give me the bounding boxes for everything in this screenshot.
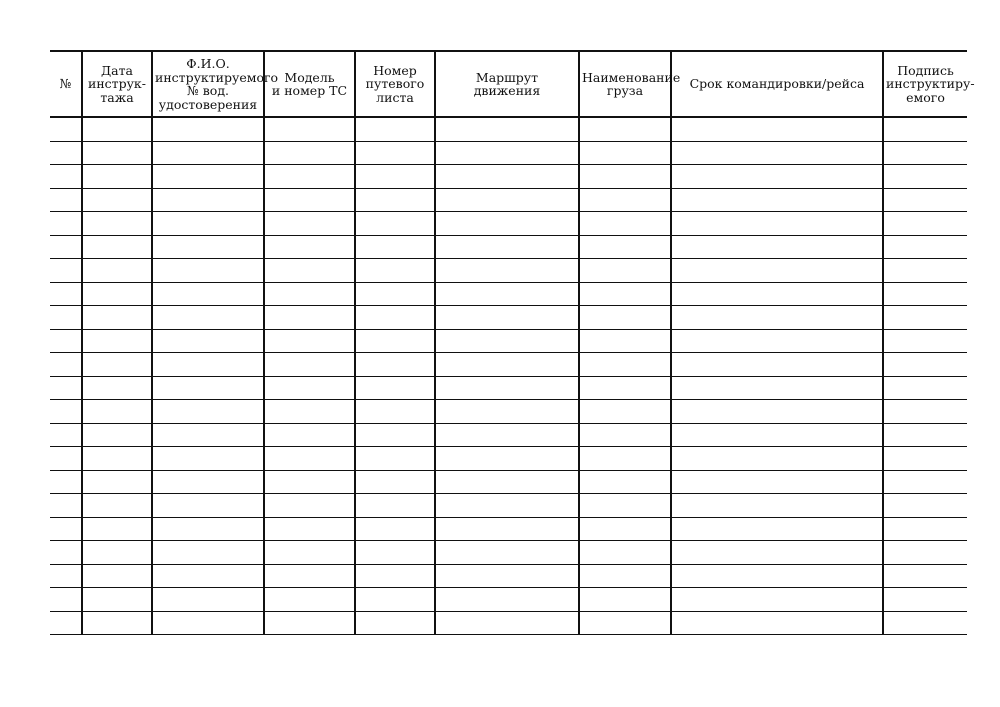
cell-vehicle[interactable]	[264, 235, 355, 259]
cell-signature[interactable]	[883, 611, 967, 635]
cell-name[interactable]	[152, 235, 264, 259]
cell-vehicle[interactable]	[264, 165, 355, 189]
cell-cargo[interactable]	[579, 423, 671, 447]
cell-waybill[interactable]	[355, 517, 435, 541]
column-header-date: Дата инструк- тажа	[82, 51, 152, 117]
cell-number[interactable]	[50, 517, 82, 541]
cell-name[interactable]	[152, 611, 264, 635]
cell-name[interactable]	[152, 376, 264, 400]
cell-name[interactable]	[152, 470, 264, 494]
cell-vehicle[interactable]	[264, 470, 355, 494]
cell-vehicle[interactable]	[264, 564, 355, 588]
cell-term[interactable]	[671, 588, 883, 612]
cell-route[interactable]	[435, 470, 579, 494]
cell-waybill[interactable]	[355, 259, 435, 283]
table-row	[50, 117, 967, 141]
table-row	[50, 235, 967, 259]
cell-date[interactable]	[82, 117, 152, 141]
cell-route[interactable]	[435, 329, 579, 353]
table-row	[50, 494, 967, 518]
cell-term[interactable]	[671, 470, 883, 494]
cell-signature[interactable]	[883, 470, 967, 494]
cell-cargo[interactable]	[579, 141, 671, 165]
cell-signature[interactable]	[883, 541, 967, 565]
table-row	[50, 141, 967, 165]
cell-waybill[interactable]	[355, 188, 435, 212]
cell-number[interactable]	[50, 212, 82, 236]
cell-cargo[interactable]	[579, 329, 671, 353]
cell-waybill[interactable]	[355, 447, 435, 471]
table-row	[50, 165, 967, 189]
table-row	[50, 447, 967, 471]
table-row	[50, 423, 967, 447]
column-header-cargo: Наименование груза	[579, 51, 671, 117]
cell-date[interactable]	[82, 494, 152, 518]
cell-date[interactable]	[82, 188, 152, 212]
cell-name[interactable]	[152, 282, 264, 306]
cell-route[interactable]	[435, 611, 579, 635]
cell-route[interactable]	[435, 282, 579, 306]
cell-name[interactable]	[152, 447, 264, 471]
cell-date[interactable]	[82, 588, 152, 612]
cell-number[interactable]	[50, 423, 82, 447]
cell-term[interactable]	[671, 517, 883, 541]
cell-number[interactable]	[50, 117, 82, 141]
cell-vehicle[interactable]	[264, 306, 355, 330]
cell-date[interactable]	[82, 306, 152, 330]
column-header-route: Маршрут движения	[435, 51, 579, 117]
cell-cargo[interactable]	[579, 541, 671, 565]
cell-term[interactable]	[671, 212, 883, 236]
cell-number[interactable]	[50, 306, 82, 330]
cell-term[interactable]	[671, 423, 883, 447]
cell-signature[interactable]	[883, 188, 967, 212]
cell-vehicle[interactable]	[264, 117, 355, 141]
table-row	[50, 588, 967, 612]
cell-name[interactable]	[152, 494, 264, 518]
cell-route[interactable]	[435, 141, 579, 165]
cell-term[interactable]	[671, 400, 883, 424]
cell-name[interactable]	[152, 306, 264, 330]
cell-signature[interactable]	[883, 494, 967, 518]
cell-date[interactable]	[82, 517, 152, 541]
cell-route[interactable]	[435, 259, 579, 283]
cell-waybill[interactable]	[355, 235, 435, 259]
cell-date[interactable]	[82, 165, 152, 189]
table-row	[50, 376, 967, 400]
table-row	[50, 306, 967, 330]
cell-number[interactable]	[50, 447, 82, 471]
cell-route[interactable]	[435, 447, 579, 471]
cell-number[interactable]	[50, 329, 82, 353]
cell-vehicle[interactable]	[264, 376, 355, 400]
cell-number[interactable]	[50, 564, 82, 588]
cell-name[interactable]	[152, 541, 264, 565]
cell-waybill[interactable]	[355, 564, 435, 588]
cell-number[interactable]	[50, 400, 82, 424]
cell-cargo[interactable]	[579, 235, 671, 259]
cell-cargo[interactable]	[579, 611, 671, 635]
cell-waybill[interactable]	[355, 212, 435, 236]
cell-date[interactable]	[82, 376, 152, 400]
cell-cargo[interactable]	[579, 259, 671, 283]
cell-number[interactable]	[50, 141, 82, 165]
cell-number[interactable]	[50, 165, 82, 189]
table-row	[50, 517, 967, 541]
cell-route[interactable]	[435, 564, 579, 588]
table-row	[50, 212, 967, 236]
cell-waybill[interactable]	[355, 588, 435, 612]
cell-route[interactable]	[435, 117, 579, 141]
cell-route[interactable]	[435, 494, 579, 518]
cell-term[interactable]	[671, 235, 883, 259]
cell-term[interactable]	[671, 376, 883, 400]
cell-signature[interactable]	[883, 400, 967, 424]
table-header-row	[50, 51, 967, 117]
cell-waybill[interactable]	[355, 165, 435, 189]
cell-name[interactable]	[152, 353, 264, 377]
cell-route[interactable]	[435, 376, 579, 400]
cell-cargo[interactable]	[579, 447, 671, 471]
cell-waybill[interactable]	[355, 329, 435, 353]
cell-date[interactable]	[82, 470, 152, 494]
cell-term[interactable]	[671, 259, 883, 283]
cell-date[interactable]	[82, 329, 152, 353]
cell-term[interactable]	[671, 282, 883, 306]
cell-signature[interactable]	[883, 282, 967, 306]
cell-cargo[interactable]	[579, 117, 671, 141]
cell-signature[interactable]	[883, 117, 967, 141]
cell-cargo[interactable]	[579, 188, 671, 212]
table-row	[50, 353, 967, 377]
cell-number[interactable]	[50, 611, 82, 635]
cell-cargo[interactable]	[579, 588, 671, 612]
cell-name[interactable]	[152, 259, 264, 283]
cell-signature[interactable]	[883, 376, 967, 400]
cell-signature[interactable]	[883, 423, 967, 447]
cell-name[interactable]	[152, 165, 264, 189]
cell-signature[interactable]	[883, 306, 967, 330]
cell-route[interactable]	[435, 165, 579, 189]
cell-signature[interactable]	[883, 517, 967, 541]
cell-signature[interactable]	[883, 564, 967, 588]
cell-number[interactable]	[50, 494, 82, 518]
cell-signature[interactable]	[883, 165, 967, 189]
cell-name[interactable]	[152, 141, 264, 165]
cell-term[interactable]	[671, 141, 883, 165]
cell-route[interactable]	[435, 353, 579, 377]
cell-waybill[interactable]	[355, 494, 435, 518]
cell-signature[interactable]	[883, 212, 967, 236]
cell-cargo[interactable]	[579, 470, 671, 494]
cell-date[interactable]	[82, 353, 152, 377]
cell-name[interactable]	[152, 188, 264, 212]
cell-term[interactable]	[671, 165, 883, 189]
table-row	[50, 611, 967, 635]
cell-vehicle[interactable]	[264, 282, 355, 306]
cell-term[interactable]	[671, 564, 883, 588]
cell-waybill[interactable]	[355, 353, 435, 377]
cell-vehicle[interactable]	[264, 400, 355, 424]
cell-vehicle[interactable]	[264, 141, 355, 165]
cell-route[interactable]	[435, 517, 579, 541]
cell-cargo[interactable]	[579, 517, 671, 541]
cell-date[interactable]	[82, 212, 152, 236]
cell-route[interactable]	[435, 306, 579, 330]
cell-waybill[interactable]	[355, 470, 435, 494]
cell-name[interactable]	[152, 329, 264, 353]
cell-date[interactable]	[82, 611, 152, 635]
cell-cargo[interactable]	[579, 564, 671, 588]
column-header-number: №	[50, 51, 82, 117]
cell-name[interactable]	[152, 212, 264, 236]
cell-name[interactable]	[152, 588, 264, 612]
table-body	[50, 117, 967, 635]
cell-date[interactable]	[82, 141, 152, 165]
cell-route[interactable]	[435, 235, 579, 259]
cell-signature[interactable]	[883, 235, 967, 259]
cell-date[interactable]	[82, 447, 152, 471]
cell-cargo[interactable]	[579, 353, 671, 377]
cell-name[interactable]	[152, 564, 264, 588]
cell-term[interactable]	[671, 494, 883, 518]
cell-vehicle[interactable]	[264, 611, 355, 635]
cell-date[interactable]	[82, 235, 152, 259]
cell-vehicle[interactable]	[264, 447, 355, 471]
cell-vehicle[interactable]	[264, 423, 355, 447]
cell-date[interactable]	[82, 282, 152, 306]
cell-number[interactable]	[50, 470, 82, 494]
cell-route[interactable]	[435, 588, 579, 612]
cell-cargo[interactable]	[579, 212, 671, 236]
cell-waybill[interactable]	[355, 423, 435, 447]
cell-cargo[interactable]	[579, 165, 671, 189]
cell-number[interactable]	[50, 235, 82, 259]
cell-date[interactable]	[82, 400, 152, 424]
cell-vehicle[interactable]	[264, 329, 355, 353]
cell-cargo[interactable]	[579, 306, 671, 330]
cell-number[interactable]	[50, 282, 82, 306]
cell-number[interactable]	[50, 188, 82, 212]
table-row	[50, 564, 967, 588]
cell-vehicle[interactable]	[264, 188, 355, 212]
cell-route[interactable]	[435, 188, 579, 212]
cell-term[interactable]	[671, 447, 883, 471]
cell-signature[interactable]	[883, 259, 967, 283]
cell-date[interactable]	[82, 541, 152, 565]
column-header-waybill: Номер путевого листа	[355, 51, 435, 117]
cell-waybill[interactable]	[355, 400, 435, 424]
cell-route[interactable]	[435, 423, 579, 447]
table-row	[50, 259, 967, 283]
column-header-signature: Подпись инструктиру- емого	[883, 51, 967, 117]
cell-number[interactable]	[50, 588, 82, 612]
cell-route[interactable]	[435, 212, 579, 236]
cell-waybill[interactable]	[355, 541, 435, 565]
cell-waybill[interactable]	[355, 141, 435, 165]
cell-name[interactable]	[152, 423, 264, 447]
table-row	[50, 282, 967, 306]
cell-vehicle[interactable]	[264, 517, 355, 541]
cell-route[interactable]	[435, 541, 579, 565]
cell-term[interactable]	[671, 611, 883, 635]
column-header-term: Срок командировки/рейса	[671, 51, 883, 117]
cell-signature[interactable]	[883, 447, 967, 471]
table-row	[50, 400, 967, 424]
cell-signature[interactable]	[883, 141, 967, 165]
cell-vehicle[interactable]	[264, 588, 355, 612]
column-header-vehicle: Модель и номер ТС	[264, 51, 355, 117]
table-row	[50, 541, 967, 565]
cell-name[interactable]	[152, 400, 264, 424]
cell-vehicle[interactable]	[264, 494, 355, 518]
cell-number[interactable]	[50, 541, 82, 565]
cell-term[interactable]	[671, 188, 883, 212]
table-row	[50, 188, 967, 212]
cell-cargo[interactable]	[579, 376, 671, 400]
cell-term[interactable]	[671, 306, 883, 330]
cell-cargo[interactable]	[579, 494, 671, 518]
cell-term[interactable]	[671, 117, 883, 141]
cell-cargo[interactable]	[579, 400, 671, 424]
cell-route[interactable]	[435, 400, 579, 424]
cell-waybill[interactable]	[355, 282, 435, 306]
column-header-name: Ф.И.О. инструктируемого № вод. удостоверения	[152, 51, 264, 117]
cell-vehicle[interactable]	[264, 353, 355, 377]
cell-name[interactable]	[152, 117, 264, 141]
cell-signature[interactable]	[883, 353, 967, 377]
cell-term[interactable]	[671, 353, 883, 377]
cell-date[interactable]	[82, 259, 152, 283]
cell-cargo[interactable]	[579, 282, 671, 306]
cell-vehicle[interactable]	[264, 541, 355, 565]
cell-signature[interactable]	[883, 588, 967, 612]
cell-signature[interactable]	[883, 329, 967, 353]
table-row	[50, 470, 967, 494]
cell-number[interactable]	[50, 376, 82, 400]
cell-waybill[interactable]	[355, 611, 435, 635]
cell-waybill[interactable]	[355, 117, 435, 141]
cell-term[interactable]	[671, 329, 883, 353]
table-row	[50, 329, 967, 353]
cell-date[interactable]	[82, 423, 152, 447]
briefing-journal-table	[50, 50, 975, 635]
cell-date[interactable]	[82, 564, 152, 588]
cell-number[interactable]	[50, 353, 82, 377]
cell-term[interactable]	[671, 541, 883, 565]
cell-name[interactable]	[152, 517, 264, 541]
cell-number[interactable]	[50, 259, 82, 283]
cell-waybill[interactable]	[355, 376, 435, 400]
cell-vehicle[interactable]	[264, 212, 355, 236]
cell-waybill[interactable]	[355, 306, 435, 330]
cell-vehicle[interactable]	[264, 259, 355, 283]
